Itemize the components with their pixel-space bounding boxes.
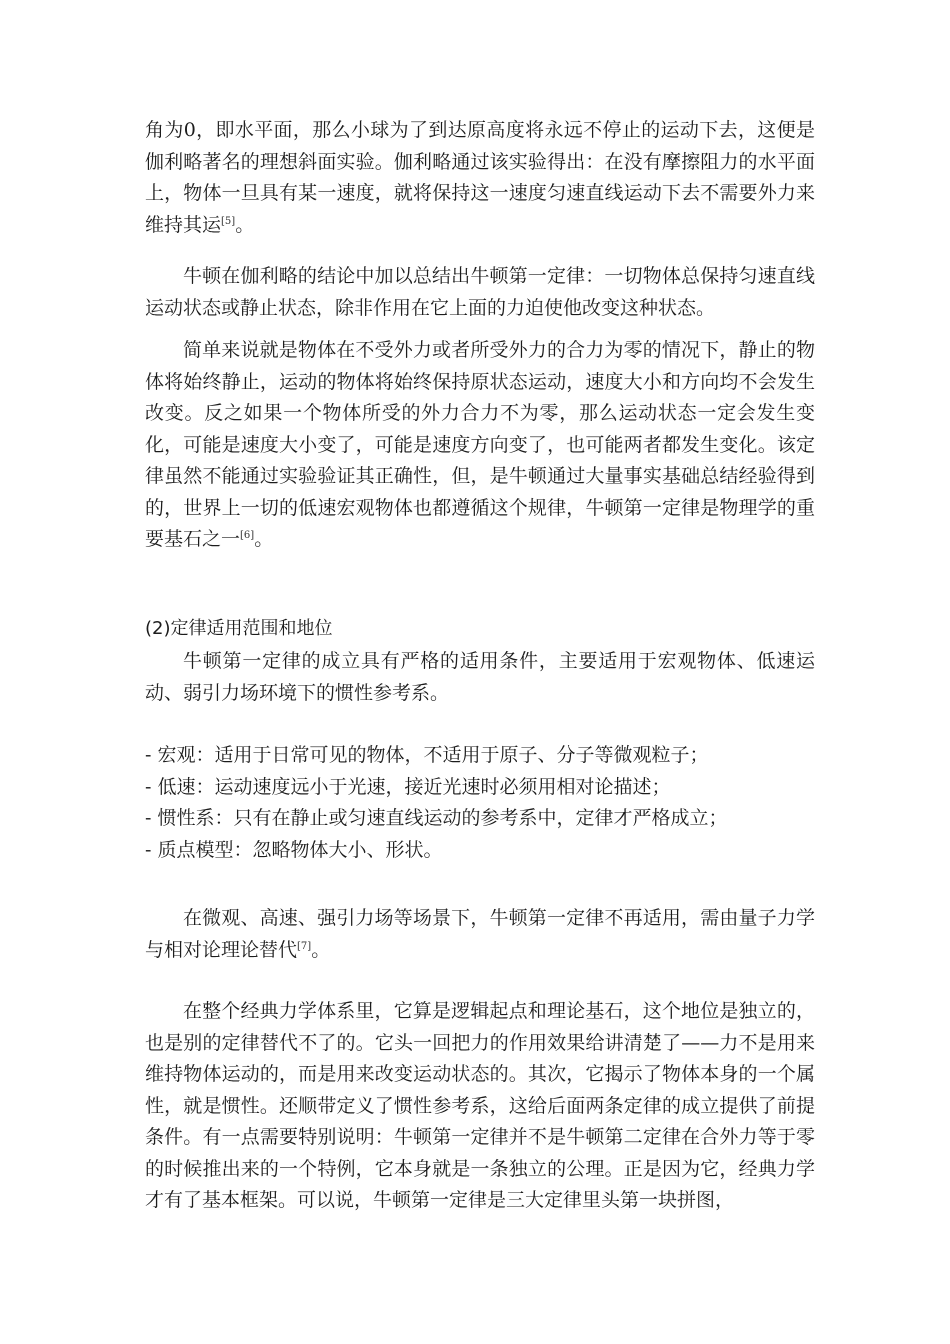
- list-item: - 低速：运动速度远小于光速，接近光速时必须用相对论描述；: [145, 775, 671, 798]
- paragraph-end-punct: 。: [254, 528, 274, 550]
- paragraph-simple-explanation: [145, 335, 815, 556]
- paragraph-applicability: 牛顿第一定律的成立具有严格的适用条件，主要适用于宏观物体、低速运动、弱引力场环境下的惯性参考系。: [145, 650, 815, 704]
- paragraph-text: 角为0，即水平面，那么小球为了到达原高度将永远不停止的运动下去，这便是伽利略著名的理想斜面实验。伽利略通过该实验得出：在没有摩擦阻力的水平面上，物体一旦具有某一速度，就将保持这一速度匀速直线运动下去不需要外力来维持其运: [145, 119, 815, 236]
- paragraph-end-punct: 。: [235, 213, 255, 236]
- citation-ref-5: [5]: [221, 215, 236, 227]
- citation-ref-6: [6]: [240, 530, 255, 541]
- paragraph-newton-first-law: 牛顿在伽利略的结论中加以总结出牛顿第一定律：一切物体总保持匀速直线运动状态或静止状态，除非作用在它上面的力迫使他改变这种状态。: [145, 265, 815, 319]
- list-item: - 宏观：适用于日常可见的物体，不适用于原子、分子等微观粒子；: [145, 744, 709, 766]
- paragraph-end-punct: 。: [311, 938, 331, 961]
- list-item: - 惯性系：只有在静止或匀速直线运动的参考系中，定律才严格成立；: [145, 807, 728, 829]
- paragraph-text: 简单来说就是物体在不受外力或者所受外力的合力为零的情况下，静止的物体将始终静止，运动的物体将始终保持原状态运动，速度大小和方向均不会发生改变。反之如果一个物体所受的外力合力不为零，那么运动状态一定会发生变化，可能是速度大小变了，可能是速度方向变了，也可能两者都发生变化。该定律虽然不能通过实验验证其正确性，但，是牛顿通过大量事实基础总结经验得到的，世界上一切的低速宏观物体也都遵循这个规律，牛顿第一定律是物理学的重要基石之一: [145, 339, 815, 550]
- paragraph-limits: [145, 903, 815, 966]
- paragraph-ideal-incline-experiment: [145, 115, 815, 241]
- conditions-list: [145, 740, 815, 866]
- paragraph-text: 在微观、高速、强引力场等场景下，牛顿第一定律不再适用，需由量子力学与相对论理论替代: [145, 907, 815, 961]
- section-heading: (2)定律适用范围和地位: [145, 618, 333, 639]
- paragraph-status: 在整个经典力学体系里，它算是逻辑起点和理论基石，这个地位是独立的，也是别的定律替代不了的。它头一回把力的作用效果给讲清楚了——力不是用来维持物体运动的，而是用来改变运动状态的。其次，它揭示了物体本身的一个属性，就是惯性。还顺带定义了惯性参考系，这给后面两条定律的成立提供了前提条件。有一点需要特别说明：牛顿第一定律并不是牛顿第二定律在合外力等于零的时候推出来的一个特例，它本身就是一条独立的公理。正是因为它，经典力学才有了基本框架。可以说，牛顿第一定律是三大定律里头第一块拼图，: [145, 1000, 815, 1211]
- list-item: - 质点模型：忽略物体大小、形状。: [145, 838, 443, 861]
- citation-ref-7: [7]: [297, 940, 312, 952]
